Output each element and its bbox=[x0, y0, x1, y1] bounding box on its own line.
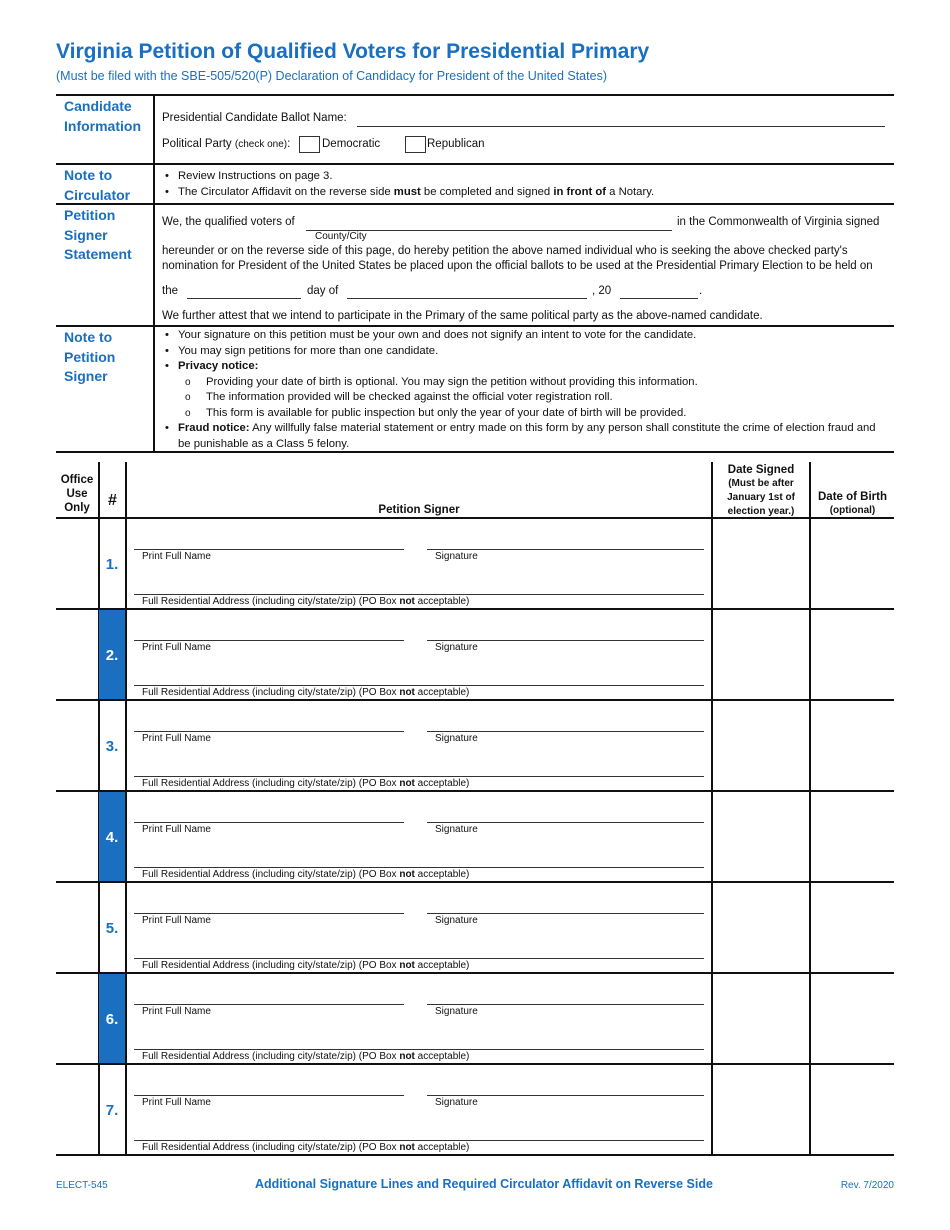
list-item: • Fraud notice: Any willfully false material statement or entry made on this form by any person shall constitute the crime of election fraud and be punishable as a Class 5 felony. bbox=[162, 421, 890, 452]
circulator-notes bbox=[162, 169, 654, 200]
ballot-name-field[interactable] bbox=[357, 126, 885, 127]
row-number: 5. bbox=[105, 920, 119, 937]
row-number: 1. bbox=[105, 556, 119, 573]
list-item: • Your signature on this petition must be your own and does not signify an intent to vote for the candidate. bbox=[162, 328, 890, 344]
col-header-date-signed: Date Signed (Must be after January 1st of election year.) bbox=[727, 464, 795, 517]
table-row bbox=[56, 1065, 894, 1156]
signature-field[interactable] bbox=[427, 1004, 704, 1005]
signer-note-section-label: Note to Petition Signer bbox=[64, 329, 116, 384]
revision: Rev. 7/2020 bbox=[840, 1180, 894, 1191]
address-field[interactable] bbox=[134, 1049, 704, 1050]
divider bbox=[56, 94, 894, 96]
signature-field[interactable] bbox=[427, 913, 704, 914]
address-field[interactable] bbox=[134, 958, 704, 959]
divider bbox=[56, 325, 894, 327]
signature-label: Signature bbox=[435, 915, 478, 926]
signature-label: Signature bbox=[435, 1006, 478, 1017]
print-name-field[interactable] bbox=[134, 822, 404, 823]
print-name-label: Print Full Name bbox=[142, 915, 211, 926]
address-field[interactable] bbox=[134, 776, 704, 777]
list-item: o This form is available for public inspection but only the year of your date of birth will be provided. bbox=[206, 406, 890, 422]
print-name-label: Print Full Name bbox=[142, 642, 211, 653]
print-name-label: Print Full Name bbox=[142, 1006, 211, 1017]
print-name-label: Print Full Name bbox=[142, 733, 211, 744]
year-field[interactable] bbox=[620, 298, 698, 299]
row-number: 7. bbox=[105, 1102, 119, 1119]
list-item: • The Circulator Affidavit on the reverse side must be completed and signed in front of a Notary. bbox=[162, 185, 654, 201]
table-row bbox=[56, 701, 894, 792]
day-field[interactable] bbox=[187, 298, 301, 299]
divider bbox=[56, 163, 894, 165]
list-item: • Privacy notice: o Providing your date of birth is optional. You may sign the petition without providing this information. o The information provided will be checked against the official voter registration roll. o This form is available for public inspection but only the year of your date of birth will be provided. bbox=[162, 359, 890, 421]
republican-label: Republican bbox=[427, 138, 485, 150]
table-row bbox=[56, 610, 894, 701]
col-header-office-use: Office Use Only bbox=[60, 474, 94, 514]
address-label: Full Residential Address (including city/state/zip) (PO Box not acceptable) bbox=[142, 960, 470, 971]
signature-field[interactable] bbox=[427, 822, 704, 823]
statement-attest: We further attest that we intend to participate in the Primary of the same political party as the above-named candidate. bbox=[162, 310, 763, 322]
republican-checkbox[interactable] bbox=[405, 136, 426, 153]
col-header-number: # bbox=[108, 492, 117, 509]
divider bbox=[56, 203, 894, 205]
row-number: 4. bbox=[99, 792, 125, 883]
print-name-field[interactable] bbox=[134, 640, 404, 641]
democratic-label: Democratic bbox=[322, 138, 381, 150]
statement-line2: hereunder or on the reverse side of this page, do hereby petition the above named individual who is seeking the above checked party's bbox=[162, 245, 848, 257]
print-name-field[interactable] bbox=[134, 913, 404, 914]
address-field[interactable] bbox=[134, 594, 704, 595]
row-number: 3. bbox=[105, 738, 119, 755]
signature-label: Signature bbox=[435, 733, 478, 744]
list-item: o The information provided will be checked against the official voter registration roll. bbox=[206, 390, 890, 406]
statement-section-label: Petition Signer Statement bbox=[64, 207, 132, 262]
candidate-section-label: Candidate Information bbox=[64, 98, 141, 134]
address-label: Full Residential Address (including city/state/zip) (PO Box not acceptable) bbox=[142, 596, 470, 607]
statement-period: . bbox=[699, 285, 703, 297]
row-divider bbox=[56, 1154, 894, 1156]
address-label: Full Residential Address (including city/state/zip) (PO Box not acceptable) bbox=[142, 1142, 470, 1153]
footer-note: Additional Signature Lines and Required Circulator Affidavit on Reverse Side bbox=[255, 1177, 713, 1191]
page-title: Virginia Petition of Qualified Voters for Presidential Primary bbox=[56, 40, 650, 63]
county-city-label: County/City bbox=[315, 231, 367, 242]
print-name-label: Print Full Name bbox=[142, 1097, 211, 1108]
print-name-field[interactable] bbox=[134, 549, 404, 550]
statement-the: the bbox=[162, 285, 178, 297]
signature-label: Signature bbox=[435, 551, 478, 562]
print-name-field[interactable] bbox=[134, 731, 404, 732]
list-item: o Providing your date of birth is optional. You may sign the petition without providing this information. bbox=[206, 375, 890, 391]
month-field[interactable] bbox=[347, 298, 587, 299]
signature-label: Signature bbox=[435, 642, 478, 653]
address-field[interactable] bbox=[134, 685, 704, 686]
form-id: ELECT-545 bbox=[56, 1180, 108, 1191]
statement-comma-20: , 20 bbox=[592, 285, 612, 297]
list-item: • You may sign petitions for more than one candidate. bbox=[162, 344, 890, 360]
statement-day-of: day of bbox=[307, 285, 339, 297]
address-label: Full Residential Address (including city/state/zip) (PO Box not acceptable) bbox=[142, 1051, 470, 1062]
label-column-divider bbox=[153, 94, 155, 452]
signer-notes bbox=[162, 328, 890, 452]
signature-label: Signature bbox=[435, 1097, 478, 1108]
statement-commonwealth: in the Commonwealth of Virginia signed bbox=[677, 216, 880, 228]
ballot-name-label: Presidential Candidate Ballot Name: bbox=[162, 112, 347, 124]
page-subtitle: (Must be filed with the SBE-505/520(P) Declaration of Candidacy for President of the United States) bbox=[56, 69, 607, 83]
address-field[interactable] bbox=[134, 867, 704, 868]
party-label: Political Party (check one): bbox=[162, 138, 291, 150]
signature-field[interactable] bbox=[427, 731, 704, 732]
statement-we-voters: We, the qualified voters of bbox=[162, 216, 295, 228]
signature-field[interactable] bbox=[427, 549, 704, 550]
circulator-section-label: Note to Circulator bbox=[64, 167, 131, 203]
col-header-date-of-birth: Date of Birth (optional) bbox=[818, 491, 887, 516]
democratic-checkbox[interactable] bbox=[299, 136, 320, 153]
signature-field[interactable] bbox=[427, 1095, 704, 1096]
address-label: Full Residential Address (including city/state/zip) (PO Box not acceptable) bbox=[142, 687, 470, 698]
print-name-field[interactable] bbox=[134, 1095, 404, 1096]
list-item: • Review Instructions on page 3. bbox=[162, 169, 654, 185]
address-label: Full Residential Address (including city/state/zip) (PO Box not acceptable) bbox=[142, 778, 470, 789]
row-number: 6. bbox=[99, 974, 125, 1065]
table-row bbox=[56, 519, 894, 610]
table-row bbox=[56, 883, 894, 974]
address-label: Full Residential Address (including city/state/zip) (PO Box not acceptable) bbox=[142, 869, 470, 880]
statement-line3: nomination for President of the United States be placed upon the official ballots to be used at the Presidential Primary Election to be held on bbox=[162, 260, 873, 272]
row-number: 2. bbox=[99, 610, 125, 701]
address-field[interactable] bbox=[134, 1140, 704, 1141]
signature-field[interactable] bbox=[427, 640, 704, 641]
signature-label: Signature bbox=[435, 824, 478, 835]
print-name-label: Print Full Name bbox=[142, 824, 211, 835]
print-name-field[interactable] bbox=[134, 1004, 404, 1005]
col-header-petition-signer: Petition Signer bbox=[378, 504, 460, 516]
print-name-label: Print Full Name bbox=[142, 551, 211, 562]
table-row bbox=[56, 974, 894, 1065]
table-row bbox=[56, 792, 894, 883]
